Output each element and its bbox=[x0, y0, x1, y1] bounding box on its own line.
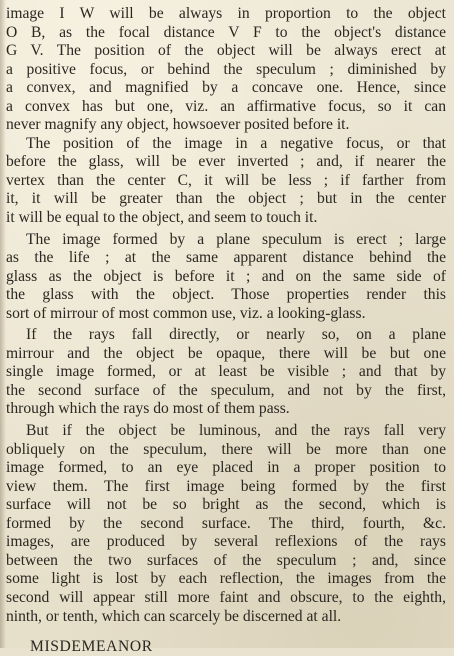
text-line: But if the object be luminous, and the rays fall very bbox=[26, 422, 446, 440]
text-line: glass as the object is before it ; and on the same side of bbox=[6, 267, 446, 285]
text-line: images, are produced by several reflexions of the rays bbox=[6, 533, 446, 551]
text-line: a convex, and magnified by a concave one. Hence, since bbox=[6, 79, 446, 97]
text-line: it, it will be greater than the object ; but in the center bbox=[6, 190, 446, 208]
text-line: formed by the second surface. The third, fourth, &c. bbox=[6, 514, 446, 532]
text-line: O B, as the focal distance V F to the object's distance bbox=[6, 23, 446, 41]
paragraph-negative-focus bbox=[6, 135, 446, 228]
paragraph-rays-direct bbox=[6, 326, 446, 419]
text-line: The image formed by a plane speculum is erect ; large bbox=[26, 230, 446, 248]
text-line: it will be equal to the object, and seem to touch it. bbox=[6, 209, 318, 227]
paragraph-luminous-object bbox=[6, 422, 446, 626]
text-line: some light is lost by each reflection, the images from the bbox=[6, 570, 446, 588]
text-line: a positive focus, or behind the speculum ; diminished by bbox=[6, 60, 446, 78]
text-line: single image formed, or at least be visible ; and that by bbox=[6, 363, 446, 381]
article-column bbox=[6, 5, 446, 626]
text-line: through which the rays do most of them pass. bbox=[6, 400, 290, 418]
text-line: second will appear still more faint and obscure, to the eighth, bbox=[6, 588, 446, 606]
text-line: the glass with the object. Those properties render this bbox=[6, 286, 446, 304]
text-line: the second surface of the speculum, and not by the first, bbox=[6, 381, 446, 399]
text-line: G V. The position of the object will be always erect at bbox=[6, 42, 446, 60]
text-line: vertex than the center C, it will be less ; if farther from bbox=[6, 171, 446, 189]
text-line: If the rays fall directly, or nearly so, on a plane bbox=[26, 326, 446, 344]
paragraph-image-position bbox=[6, 5, 446, 135]
text-line: never magnify any object, howsoever posited before it. bbox=[6, 116, 350, 134]
text-line: ninth, or tenth, which can scarcely be discerned at all. bbox=[6, 607, 342, 625]
text-line: sort of mirrour of most common use, viz. a looking-glass. bbox=[6, 304, 366, 322]
text-line: The position of the image in a negative focus, or that bbox=[26, 134, 446, 152]
text-line: image I W will be always in proportion to the object bbox=[6, 5, 446, 22]
text-line: view them. The first image being formed by the first bbox=[6, 477, 446, 495]
text-line: as the life ; at the same apparent distance behind the bbox=[6, 249, 446, 267]
cut-off-heading: MISDEMEANOR bbox=[30, 638, 153, 655]
text-line: surface will not be so bright as the second, which is bbox=[6, 496, 446, 514]
text-line: obliquely on the speculum, there will be more than one bbox=[6, 440, 446, 458]
paragraph-plane-speculum bbox=[6, 231, 446, 324]
text-line: mirrour and the object be opaque, there will be but one bbox=[6, 344, 446, 362]
text-line: image formed, to an eye placed in a proper position to bbox=[6, 459, 446, 477]
text-line: before the glass, will be ever inverted ; and, if nearer the bbox=[6, 153, 446, 171]
text-line: between the two surfaces of the speculum ; and, since bbox=[6, 551, 446, 569]
text-line: a convex has but one, viz. an affirmative focus, so it can bbox=[6, 97, 446, 115]
